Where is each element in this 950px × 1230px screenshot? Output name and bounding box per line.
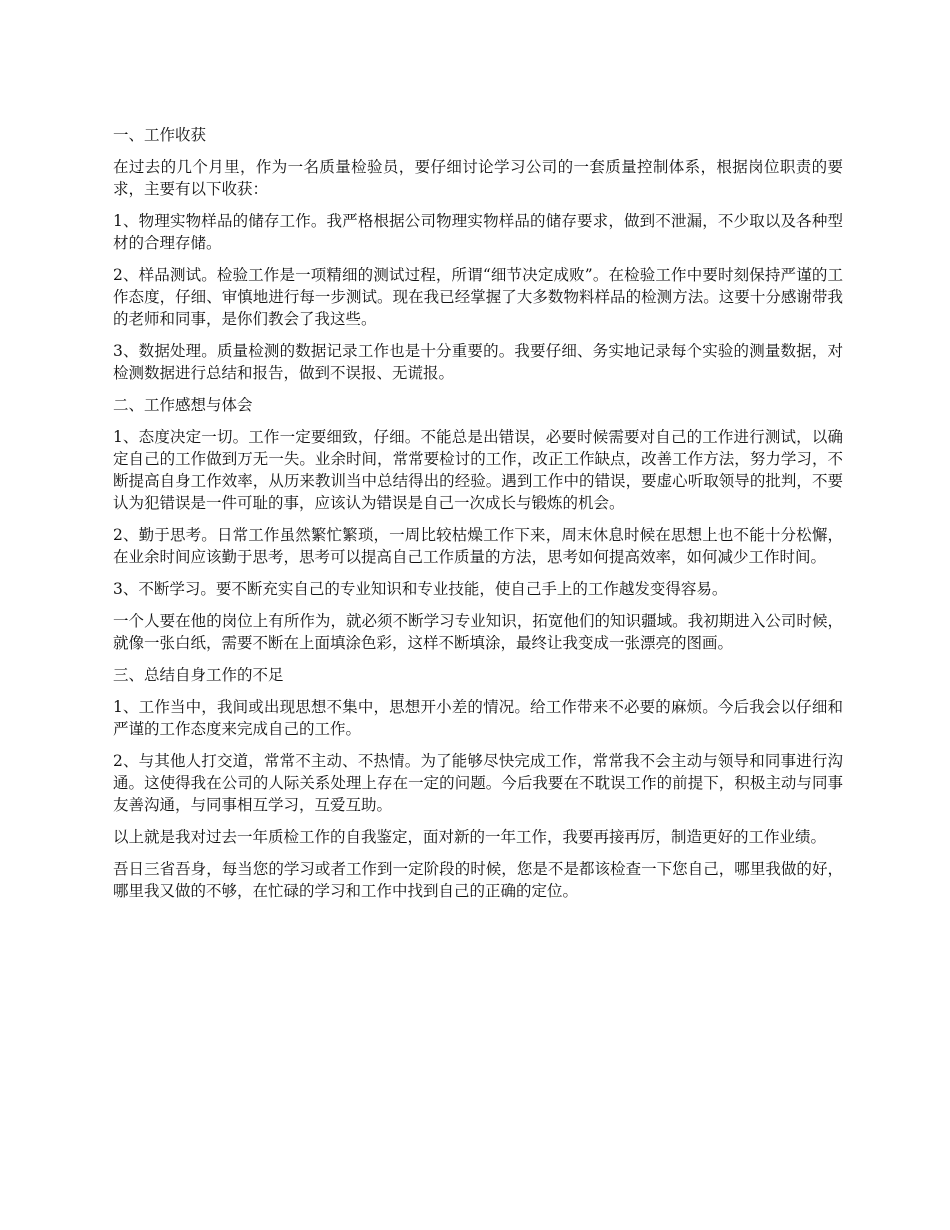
paragraph-shortcoming-1: 1、工作当中，我间或出现思想不集中，思想开小差的情况。给工作带来不必要的麻烦。今后我会以仔细和严谨的工作态度来完成自己的工作。 <box>113 698 843 738</box>
section-heading-1: 一、工作收获 <box>113 126 207 144</box>
paragraph-insight-2: 2、勤于思考。日常工作虽然繁忙繁琐，一周比较枯燥工作下来，周末休息时候在思想上也不能十分松懈，在业余时间应该勤于思考，思考可以提高自己工作质量的方法，思考如何提高效率，如何减少工作时间。 <box>113 526 843 566</box>
paragraph-conclusion: 以上就是我对过去一年质检工作的自我鉴定，面对新的一年工作，我要再接再厉，制造更好的工作业绩。 <box>113 828 827 846</box>
section-heading-2: 二、工作感想与体会 <box>113 396 253 414</box>
section-heading-3: 三、总结自身工作的不足 <box>113 666 284 684</box>
paragraph-gain-3: 3、数据处理。质量检测的数据记录工作也是十分重要的。我要仔细、务实地记录每个实验的测量数据，对检测数据进行总结和报告，做到不误报、无谎报。 <box>113 342 843 382</box>
paragraph-shortcoming-2: 2、与其他人打交道，常常不主动、不热情。为了能够尽快完成工作，常常我不会主动与领导和同事进行沟通。这使得我在公司的人际关系处理上存在一定的问题。今后我要在不耽误工作的前提下，积极主动与同事友善沟通，与同事相互学习，互爱互助。 <box>113 752 843 814</box>
paragraph-gain-1: 1、物理实物样品的储存工作。我严格根据公司物理实物样品的储存要求，做到不泄漏，不少取以及各种型材的合理存储。 <box>113 212 843 252</box>
paragraph-insight-1: 1、态度决定一切。工作一定要细致，仔细。不能总是出错误，必要时候需要对自己的工作进行测试，以确定自己的工作做到万无一失。业余时间，常常要检讨的工作，改正工作缺点，改善工作方法，努力学习，不断提高自身工作效率，从历来教训当中总结得出的经验。遇到工作中的错误，要虚心听取领导的批判，不要认为犯错误是一件可耻的事，应该认为错误是自己一次成长与锻炼的机会。 <box>113 428 843 512</box>
paragraph-intro: 在过去的几个月里，作为一名质量检验员，要仔细讨论学习公司的一套质量控制体系，根据岗位职责的要求，主要有以下收获： <box>113 158 843 198</box>
document-body <box>113 124 843 912</box>
paragraph-insight-3: 3、不断学习。要不断充实自己的专业知识和专业技能，使自己手上的工作越发变得容易。 <box>113 580 728 598</box>
paragraph-insight-4: 一个人要在他的岗位上有所作为，就必须不断学习专业知识，拓宽他们的知识疆域。我初期进入公司时候，就像一张白纸，需要不断在上面填涂色彩，这样不断填涂，最终让我变成一张漂亮的图画。 <box>113 612 843 652</box>
paragraph-closing: 吾日三省吾身，每当您的学习或者工作到一定阶段的时候，您是不是都该检查一下您自己，哪里我做的好，哪里我又做的不够，在忙碌的学习和工作中找到自己的正确的定位。 <box>113 860 843 900</box>
paragraph-gain-2: 2、样品测试。检验工作是一项精细的测试过程，所谓“细节决定成败”。在检验工作中要时刻保持严谨的工作态度，仔细、审慎地进行每一步测试。现在我已经掌握了大多数物料样品的检测方法。这要十分感谢带我的老师和同事，是你们教会了我这些。 <box>113 266 843 328</box>
